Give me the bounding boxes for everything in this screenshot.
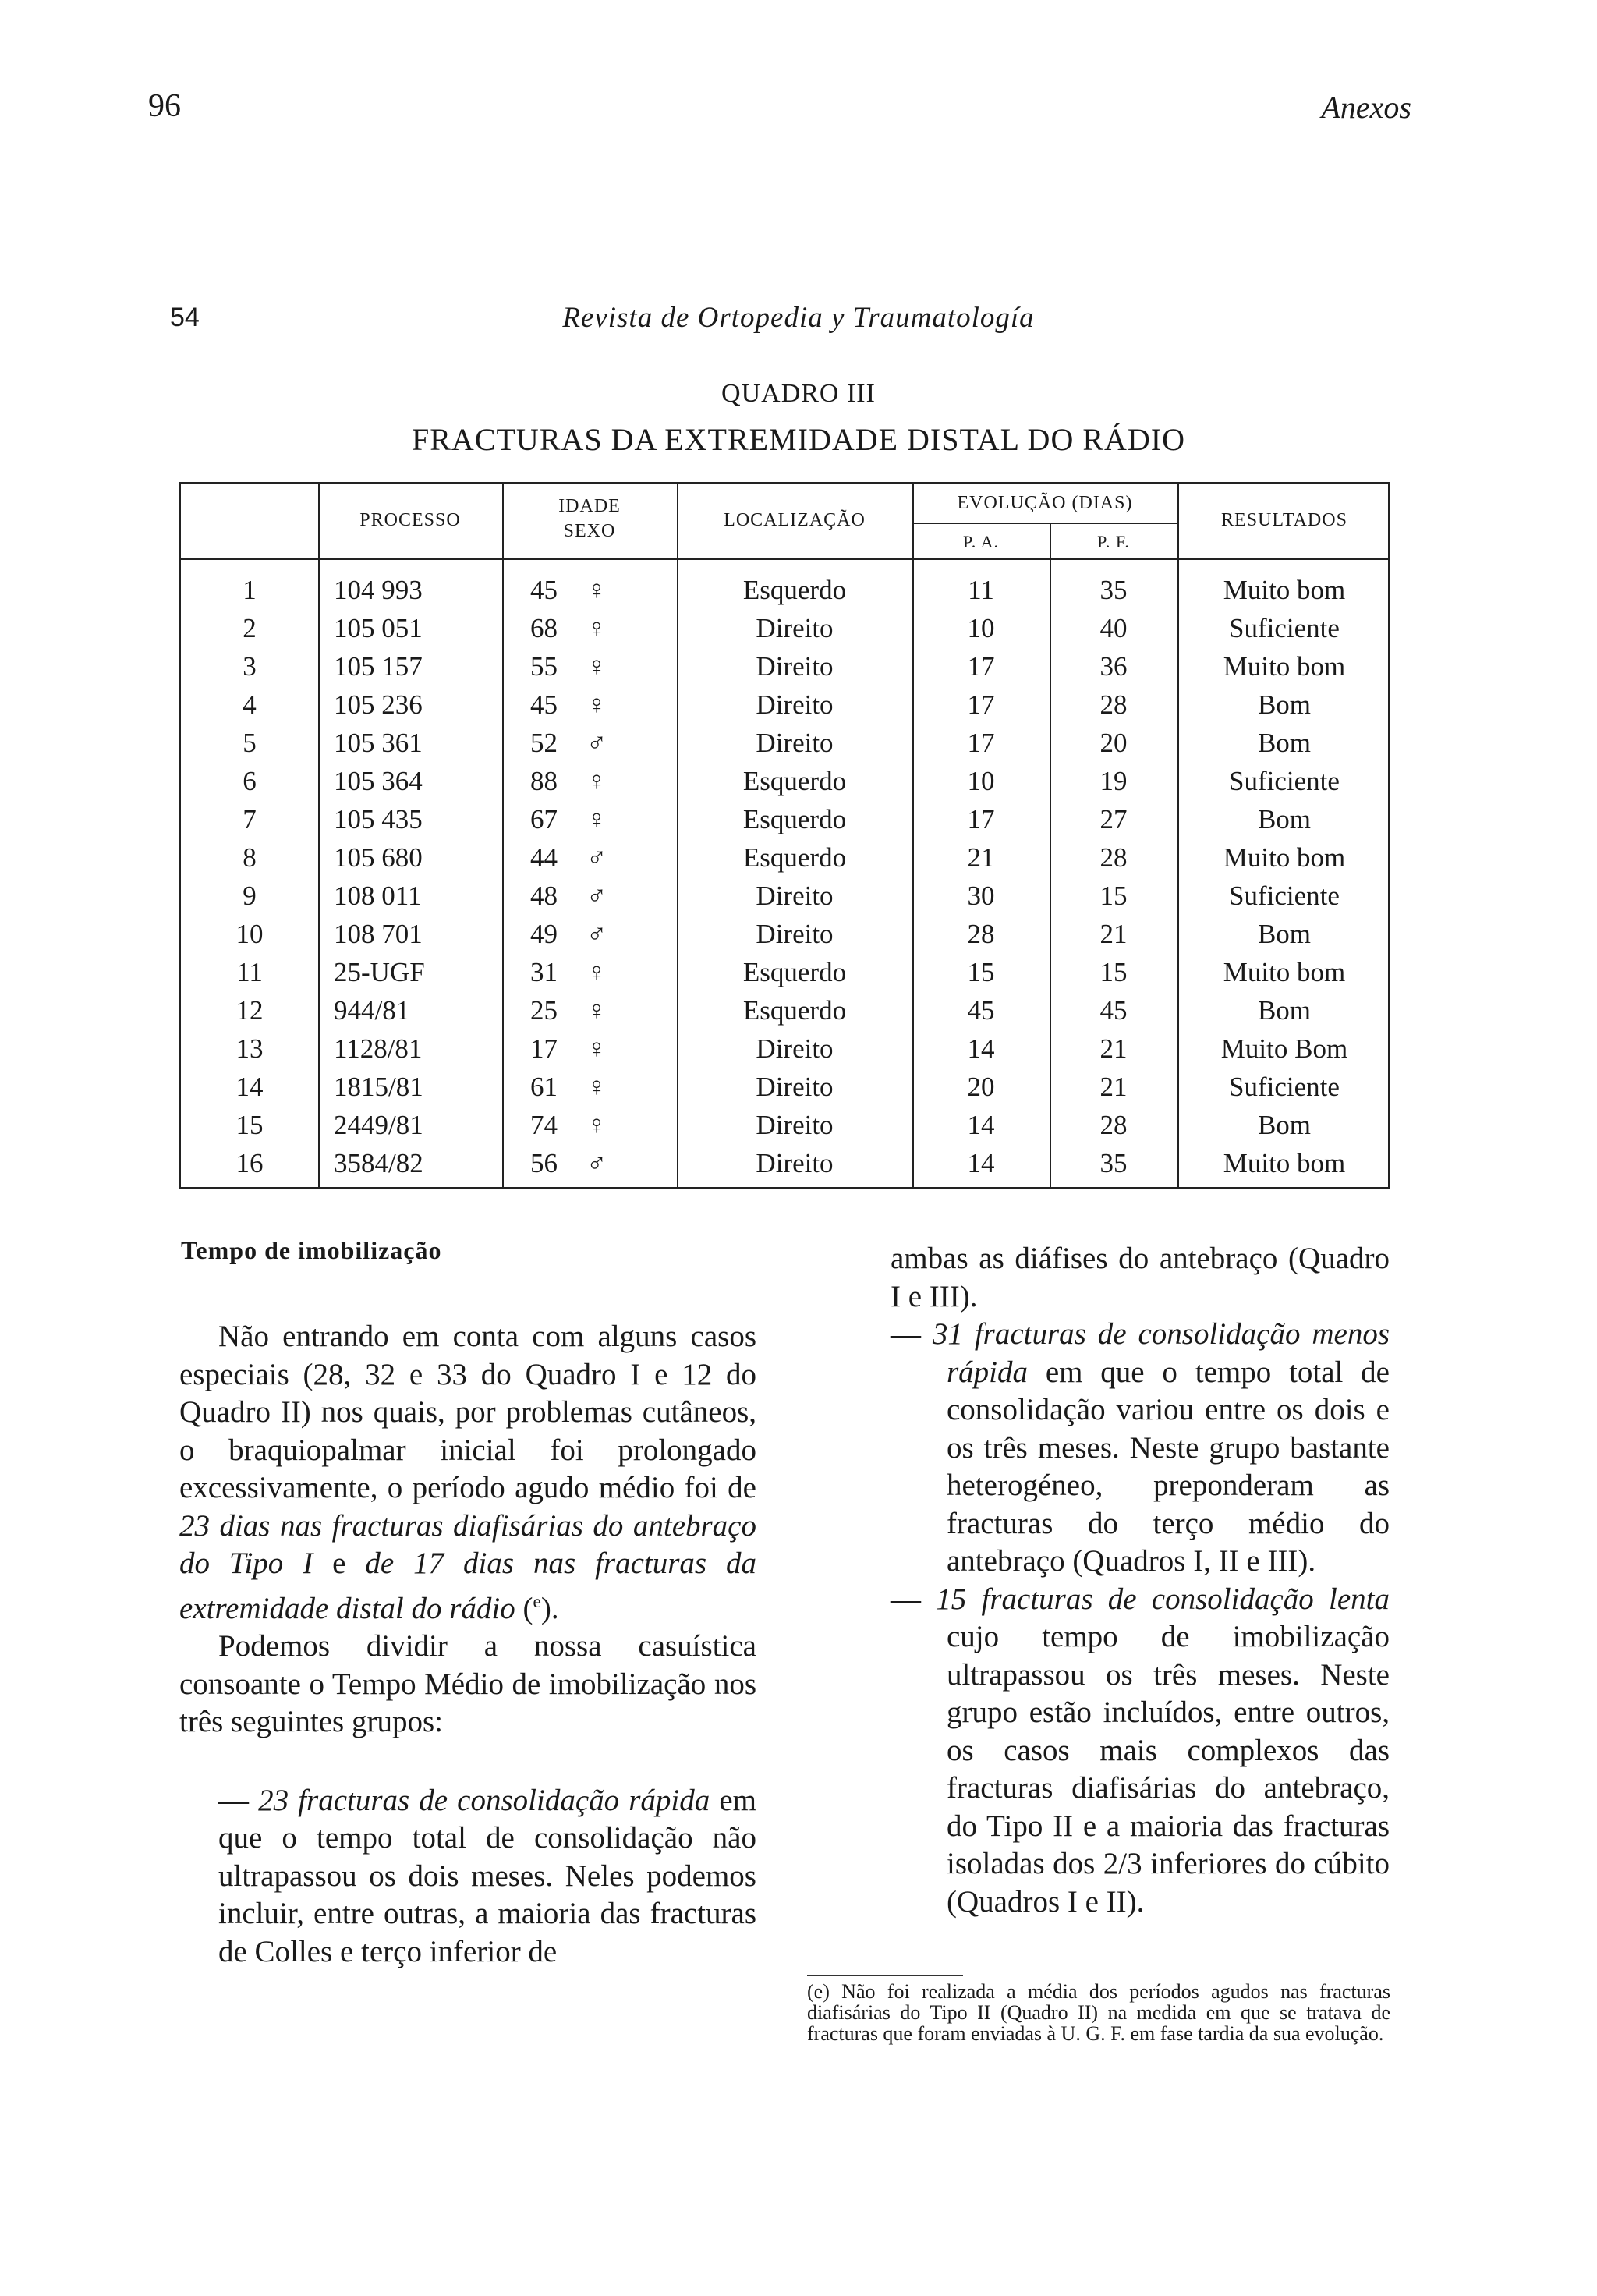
- right-column: [891, 1240, 1390, 1921]
- pa-cell: 17: [967, 651, 995, 682]
- group-1-continuation: ambas as diáfises do antebraço (Quadro I e III).: [891, 1242, 1390, 1313]
- resultado-cell: Bom: [1257, 1110, 1312, 1140]
- pf-cell: 28: [1099, 842, 1128, 873]
- sexo-cell: ♀: [586, 613, 607, 643]
- pf-cell: 45: [1099, 995, 1128, 1026]
- idade-cell: 48: [530, 880, 558, 911]
- paragraph-1: [179, 1318, 756, 1628]
- localizacao-cell: Direito: [756, 919, 834, 949]
- resultado-cell: Muito bom: [1223, 575, 1346, 605]
- idade-cell: 49: [530, 919, 558, 949]
- idade-cell: 52: [530, 728, 558, 758]
- resultado-cell: Bom: [1257, 995, 1312, 1026]
- processo-cell: 105 361: [334, 728, 423, 758]
- row-number: 16: [235, 1148, 264, 1178]
- sexo-cell: ♀: [586, 995, 607, 1026]
- localizacao-cell: Direito: [756, 1033, 834, 1064]
- row-number: 6: [243, 766, 257, 796]
- sexo-cell: ♂: [586, 1148, 607, 1178]
- resultado-cell: Suficiente: [1229, 1072, 1340, 1102]
- processo-cell: 105 157: [334, 651, 423, 682]
- left-column: [179, 1318, 756, 1971]
- row-number: 7: [243, 804, 257, 834]
- localizacao-cell: Direito: [756, 651, 834, 682]
- sexo-cell: ♀: [586, 804, 607, 834]
- fractures-table: [179, 482, 1390, 1189]
- row-number: 2: [243, 613, 257, 643]
- localizacao-cell: Esquerdo: [742, 804, 847, 834]
- resultado-cell: Bom: [1257, 804, 1312, 834]
- p1-italic-d: de 17 dias nas fracturas da extremidade distal do rádio: [179, 1547, 756, 1625]
- pf-cell: 21: [1099, 919, 1128, 949]
- pa-cell: 10: [967, 766, 995, 796]
- group-1-item: [179, 1782, 756, 1972]
- header-idade: IDADE: [558, 496, 621, 516]
- processo-cell: 25-UGF: [334, 957, 425, 987]
- idade-cell: 44: [530, 842, 558, 873]
- pa-cell: 28: [967, 919, 995, 949]
- p1-text-f: ).: [540, 1591, 559, 1625]
- group-3-item: [891, 1581, 1390, 1922]
- resultado-cell: Suficiente: [1229, 613, 1340, 643]
- row-number: 15: [235, 1110, 264, 1140]
- idade-cell: 55: [530, 651, 558, 682]
- localizacao-cell: Esquerdo: [742, 842, 847, 873]
- pa-cell: 14: [967, 1148, 995, 1178]
- pa-cell: 14: [967, 1110, 995, 1140]
- group-3-text: cujo tempo de imobilização ultrapassou os três meses. Neste grupo estão incluídos, entre outros, os casos mais complexos das fracturas diafisárias do antebraço, do Tipo II e a maioria das fracturas isoladas dos 2/3 inferiores do cúbito (Quadros I e II).: [947, 1620, 1390, 1919]
- localizacao-cell: Direito: [756, 613, 834, 643]
- idade-cell: 25: [530, 995, 558, 1026]
- processo-cell: 944/81: [334, 995, 410, 1026]
- pf-cell: 15: [1099, 880, 1128, 911]
- table-title: FRACTURAS DA EXTREMIDADE DISTAL DO RÁDIO: [412, 422, 1185, 457]
- sexo-cell: ♂: [586, 919, 607, 949]
- pf-cell: 20: [1099, 728, 1128, 758]
- journal-page-number: 54: [170, 303, 200, 332]
- p1-text-a: Não entrando em conta com alguns casos especiais (28, 32 e 33 do Quadro I e 12 do Quadro II) nos quais, por problemas cutâneos, o braquiopalmar inicial foi prolongado excessivamente, o período agudo médio foi de: [179, 1320, 756, 1504]
- pa-cell: 11: [968, 575, 994, 605]
- localizacao-cell: Esquerdo: [742, 957, 847, 987]
- header-sexo: SEXO: [563, 521, 616, 541]
- pf-cell: 28: [1099, 1110, 1128, 1140]
- table-label: QUADRO III: [721, 379, 876, 408]
- pf-cell: 35: [1099, 1148, 1128, 1178]
- footnote-rule: [807, 1975, 963, 1976]
- processo-cell: 3584/82: [334, 1148, 423, 1178]
- sexo-cell: ♂: [586, 842, 607, 873]
- processo-cell: 104 993: [334, 575, 423, 605]
- pf-cell: 21: [1099, 1033, 1128, 1064]
- processo-cell: 108 701: [334, 919, 423, 949]
- sexo-cell: ♀: [586, 575, 607, 605]
- sexo-cell: ♂: [586, 728, 607, 758]
- group-3-title: 15 fracturas de consolidação lenta: [936, 1582, 1390, 1616]
- group-1-text: em que o tempo total de consolidação não ultrapassou os dois meses. Neles podemos incluir, entre outras, a maioria das fracturas de Colles e terço inferior de: [218, 1783, 756, 1968]
- processo-cell: 2449/81: [334, 1110, 423, 1140]
- group-2-dash: —: [891, 1317, 933, 1351]
- p1-text-c: e: [313, 1547, 366, 1580]
- pf-cell: 36: [1099, 651, 1128, 682]
- group-1-title: 23 fracturas de consolidação rápida: [258, 1783, 710, 1817]
- pf-cell: 35: [1099, 575, 1128, 605]
- idade-cell: 67: [530, 804, 558, 834]
- header-evolucao: EVOLUÇÃO (DIAS): [957, 493, 1133, 513]
- pa-cell: 10: [967, 613, 995, 643]
- processo-cell: 1815/81: [334, 1072, 423, 1102]
- pa-cell: 20: [967, 1072, 995, 1102]
- pf-cell: 40: [1099, 613, 1128, 643]
- footnote-ref: e: [533, 1591, 541, 1612]
- sexo-cell: ♂: [586, 880, 607, 911]
- localizacao-cell: Esquerdo: [742, 575, 847, 605]
- localizacao-cell: Direito: [756, 1110, 834, 1140]
- section-heading: Tempo de imobilização: [181, 1236, 442, 1264]
- localizacao-cell: Direito: [756, 689, 834, 720]
- idade-cell: 45: [530, 575, 558, 605]
- pa-cell: 17: [967, 804, 995, 834]
- header-localizacao: LOCALIZAÇÃO: [724, 510, 866, 530]
- sexo-cell: ♀: [586, 651, 607, 682]
- idade-cell: 17: [530, 1033, 558, 1064]
- header-pf: P. F.: [1097, 532, 1130, 551]
- pf-cell: 28: [1099, 689, 1128, 720]
- resultado-cell: Bom: [1257, 728, 1312, 758]
- sexo-cell: ♀: [586, 1072, 607, 1102]
- group-2-text: em que o tempo total de consolidação variou entre os dois e os três meses. Neste grupo bastante heterogéneo, preponderam as fracturas do terço médio do antebraço (Quadros I, II e III).: [947, 1355, 1390, 1578]
- paragraph-2: Podemos dividir a nossa casuística consoante o Tempo Médio de imobilização nos três seguintes grupos:: [179, 1629, 756, 1738]
- sexo-cell: ♀: [586, 1110, 607, 1140]
- pf-cell: 27: [1099, 804, 1128, 834]
- pa-cell: 45: [967, 995, 995, 1026]
- processo-cell: 105 236: [334, 689, 423, 720]
- row-number: 4: [243, 689, 257, 720]
- row-number: 9: [243, 880, 257, 911]
- idade-cell: 31: [530, 957, 558, 987]
- pf-cell: 19: [1099, 766, 1128, 796]
- row-number: 14: [235, 1072, 264, 1102]
- idade-cell: 45: [530, 689, 558, 720]
- processo-cell: 108 011: [334, 880, 422, 911]
- pa-cell: 14: [967, 1033, 995, 1064]
- resultado-cell: Suficiente: [1229, 880, 1340, 911]
- row-number: 5: [243, 728, 257, 758]
- idade-cell: 68: [530, 613, 558, 643]
- localizacao-cell: Esquerdo: [742, 766, 847, 796]
- sexo-cell: ♀: [586, 689, 607, 720]
- localizacao-cell: Direito: [756, 728, 834, 758]
- book-page-number: 96: [148, 88, 181, 124]
- localizacao-cell: Direito: [756, 1072, 834, 1102]
- pf-cell: 21: [1099, 1072, 1128, 1102]
- resultado-cell: Muito bom: [1223, 1148, 1346, 1178]
- resultado-cell: Muito bom: [1223, 957, 1346, 987]
- resultado-cell: Muito Bom: [1220, 1033, 1348, 1064]
- footnote-mark: (e): [807, 1980, 830, 2003]
- pa-cell: 17: [967, 728, 995, 758]
- row-number: 12: [235, 995, 264, 1026]
- localizacao-cell: Direito: [756, 880, 834, 911]
- row-number: 11: [236, 957, 263, 987]
- resultado-cell: Muito bom: [1223, 651, 1346, 682]
- sexo-cell: ♀: [586, 1033, 607, 1064]
- resultado-cell: Suficiente: [1229, 766, 1340, 796]
- processo-cell: 105 680: [334, 842, 423, 873]
- pa-cell: 17: [967, 689, 995, 720]
- pf-cell: 15: [1099, 957, 1128, 987]
- processo-cell: 105 364: [334, 766, 423, 796]
- footnote-text: Não foi realizada a média dos períodos agudos nas fracturas diafisárias do Tipo II (Quadro II) na medida em que se tratava de fracturas que foram enviadas à U. G. F. em fase tardia da sua evolução.: [807, 1980, 1390, 2045]
- row-number: 1: [243, 575, 257, 605]
- localizacao-cell: Esquerdo: [742, 995, 847, 1026]
- header-resultados: RESULTADOS: [1221, 510, 1347, 530]
- processo-cell: 1128/81: [334, 1033, 423, 1064]
- group-1-dash: —: [218, 1783, 259, 1817]
- localizacao-cell: Direito: [756, 1148, 834, 1178]
- book-section-title: Anexos: [1321, 90, 1411, 125]
- idade-cell: 61: [530, 1072, 558, 1102]
- row-number: 8: [243, 842, 257, 873]
- resultado-cell: Bom: [1257, 689, 1312, 720]
- p1-italic-b: 23 dias nas fracturas diafisárias do antebraço do Tipo I: [179, 1508, 756, 1580]
- footnote: [807, 1981, 1390, 2044]
- processo-cell: 105 051: [334, 613, 423, 643]
- resultado-cell: Bom: [1257, 919, 1312, 949]
- idade-cell: 88: [530, 766, 558, 796]
- idade-cell: 74: [530, 1110, 558, 1140]
- group-2-item: [891, 1316, 1390, 1581]
- row-number: 13: [235, 1033, 264, 1064]
- journal-title: Revista de Ortopedia y Traumatología: [562, 302, 1035, 334]
- pa-cell: 15: [967, 957, 995, 987]
- p1-text-e: (: [515, 1591, 533, 1625]
- sexo-cell: ♀: [586, 957, 607, 987]
- pa-cell: 21: [967, 842, 995, 873]
- idade-cell: 56: [530, 1148, 558, 1178]
- sexo-cell: ♀: [586, 766, 607, 796]
- processo-cell: 105 435: [334, 804, 423, 834]
- header-processo: PROCESSO: [359, 510, 461, 530]
- group-3-dash: —: [891, 1582, 937, 1616]
- pa-cell: 30: [967, 880, 995, 911]
- row-number: 10: [235, 919, 264, 949]
- resultado-cell: Muito bom: [1223, 842, 1346, 873]
- row-number: 3: [243, 651, 257, 682]
- header-pa: P. A.: [963, 532, 999, 551]
- group-2-title: 31 fracturas de consolidação menos rápida: [932, 1317, 1390, 1389]
